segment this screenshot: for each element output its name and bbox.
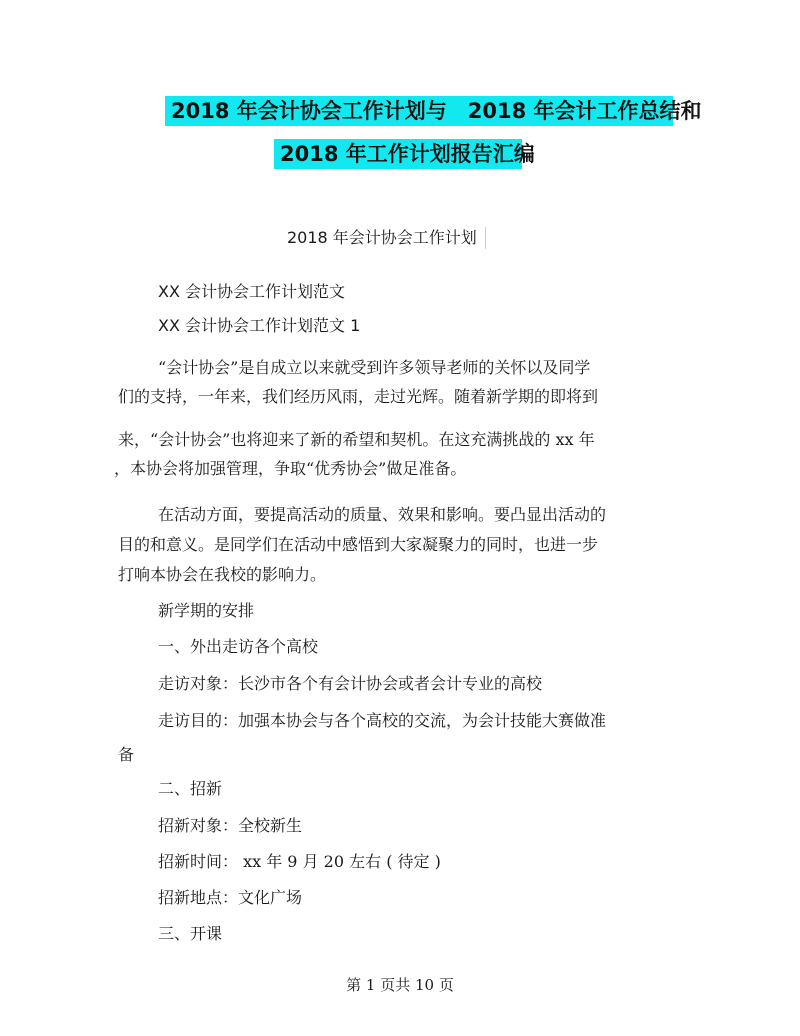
section-heading: 一、外出走访各个高校 bbox=[158, 637, 319, 656]
paragraph-line: 招新地点：文化广场 bbox=[158, 888, 303, 907]
paragraph-line: ，本协会将加强管理，争取“优秀协会”做足准备。 bbox=[114, 459, 467, 478]
paragraph-line: 走访目的：加强本协会与各个高校的交流，为会计技能大赛做准 bbox=[158, 711, 607, 730]
paragraph-line: 走访对象：长沙市各个有会计协会或者会计专业的高校 bbox=[158, 674, 543, 693]
document-title-line-2: 2018 年工作计划报告汇编 bbox=[274, 139, 522, 169]
page-footer: 第 1 页共 10 页 bbox=[346, 976, 454, 994]
text-line: XX 会计协会工作计划范文 bbox=[158, 282, 346, 301]
paragraph-line: 们的支持，一年来，我们经历风雨，走过光辉。随着新学期的即将到 bbox=[118, 387, 599, 406]
section-heading: 三、开课 bbox=[158, 924, 223, 943]
paragraph-line: 招新对象：全校新生 bbox=[158, 816, 303, 835]
paragraph-line: 备 bbox=[118, 745, 135, 764]
paragraph-line: 目的和意义。是同学们在活动中感悟到大家凝聚力的同时，也进一步 bbox=[118, 535, 599, 554]
section-title: 2018 年会计协会工作计划 bbox=[287, 227, 486, 249]
text-line: XX 会计协会工作计划范文 1 bbox=[158, 316, 361, 335]
section-heading: 二、招新 bbox=[158, 779, 223, 798]
paragraph-line: 招新时间： xx 年 9 月 20 左右 ( 待定 ) bbox=[158, 852, 441, 871]
paragraph-line: 来，“会计协会”也将迎来了新的希望和契机。在这充满挑战的 xx 年 bbox=[118, 430, 595, 449]
paragraph-line: 在活动方面，要提高活动的质量、效果和影响。要凸显出活动的 bbox=[158, 505, 607, 524]
paragraph-line: 打响本协会在我校的影响力。 bbox=[118, 565, 327, 584]
paragraph-line: “会计协会”是自成立以来就受到许多领导老师的关怀以及同学 bbox=[158, 358, 591, 377]
section-heading: 新学期的安排 bbox=[158, 601, 255, 620]
document-title-line-1: 2018 年会计协会工作计划与 2018 年会计工作总结和 bbox=[165, 96, 673, 126]
